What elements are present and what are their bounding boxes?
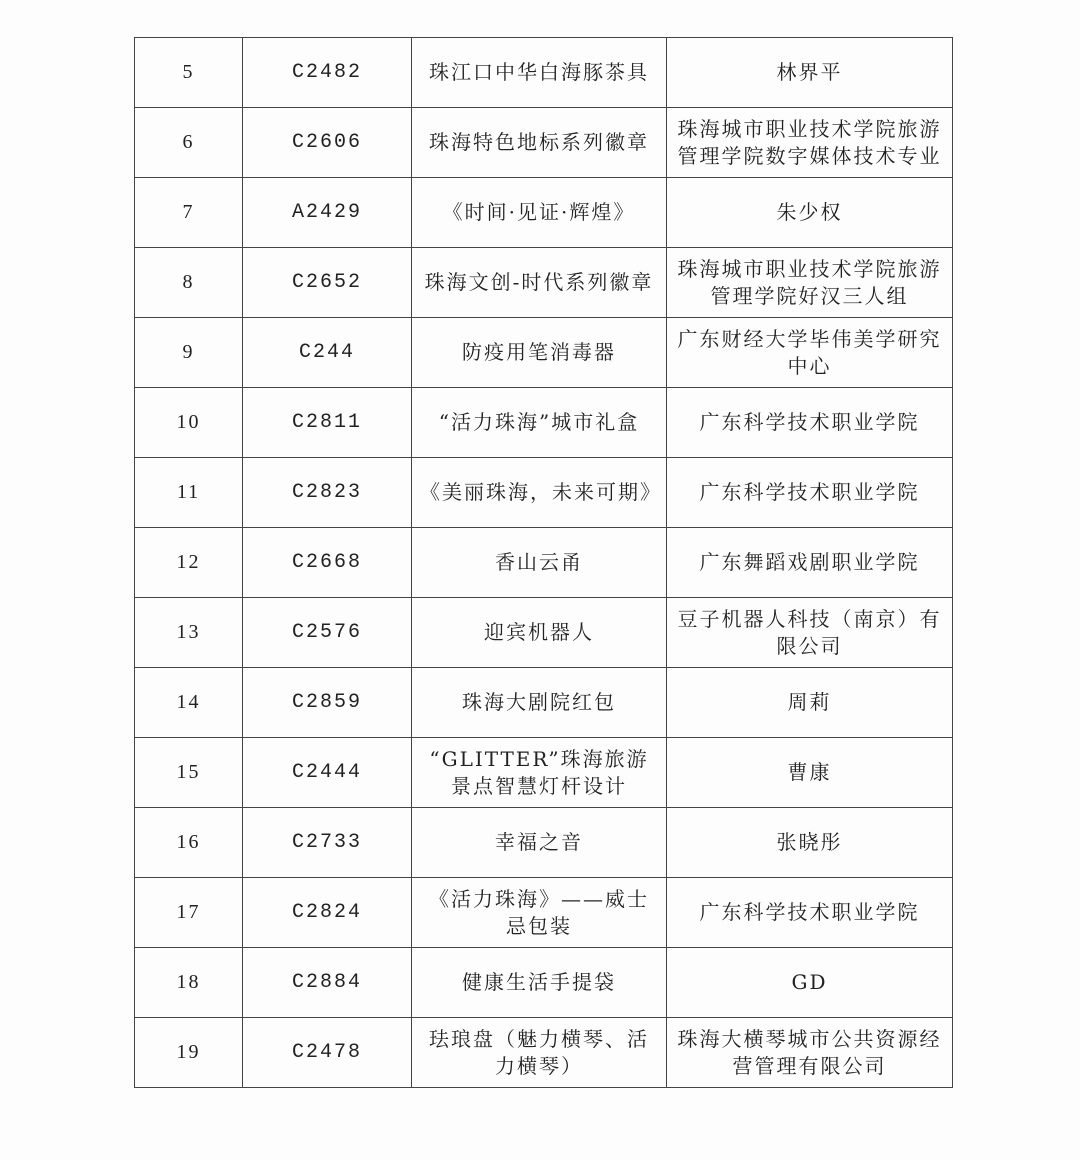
entry-code: C2811 (243, 388, 412, 458)
row-number: 16 (135, 808, 243, 878)
entry-title: 珠海大剧院红包 (412, 668, 667, 738)
entry-title: 珠江口中华白海豚茶具 (412, 38, 667, 108)
entry-author: 张晓彤 (667, 808, 953, 878)
entry-code: C2482 (243, 38, 412, 108)
entry-code: C2824 (243, 878, 412, 948)
entry-code: C2606 (243, 108, 412, 178)
entry-author: 周莉 (667, 668, 953, 738)
award-table (134, 37, 953, 1088)
table-row (135, 668, 953, 738)
entry-author: 广东科学技术职业学院 (667, 388, 953, 458)
entry-author: 广东科学技术职业学院 (667, 458, 953, 528)
entry-author: GD (667, 948, 953, 1018)
entry-title: 香山云甬 (412, 528, 667, 598)
entry-title: 《活力珠海》——威士忌包装 (412, 878, 667, 948)
entry-author: 林界平 (667, 38, 953, 108)
row-number: 7 (135, 178, 243, 248)
table-row (135, 808, 953, 878)
entry-code: A2429 (243, 178, 412, 248)
entry-author: 广东舞蹈戏剧职业学院 (667, 528, 953, 598)
table-row (135, 38, 953, 108)
entry-title: 珠海文创-时代系列徽章 (412, 248, 667, 318)
entry-author: 珠海城市职业技术学院旅游管理学院数字媒体技术专业 (667, 108, 953, 178)
entry-code: C244 (243, 318, 412, 388)
row-number: 9 (135, 318, 243, 388)
row-number: 5 (135, 38, 243, 108)
entry-code: C2478 (243, 1018, 412, 1088)
table-row (135, 878, 953, 948)
table-row (135, 948, 953, 1018)
table-row (135, 178, 953, 248)
table-row (135, 318, 953, 388)
entry-author: 曹康 (667, 738, 953, 808)
entry-title: 幸福之音 (412, 808, 667, 878)
entry-code: C2444 (243, 738, 412, 808)
entry-title: 珐琅盘（魅力横琴、活力横琴） (412, 1018, 667, 1088)
table-row (135, 738, 953, 808)
row-number: 13 (135, 598, 243, 668)
entry-author: 珠海城市职业技术学院旅游管理学院好汉三人组 (667, 248, 953, 318)
entry-code: C2652 (243, 248, 412, 318)
table-row (135, 458, 953, 528)
entry-author: 朱少权 (667, 178, 953, 248)
entry-title: 《美丽珠海，未来可期》 (412, 458, 667, 528)
entry-author: 广东科学技术职业学院 (667, 878, 953, 948)
table-row (135, 388, 953, 458)
row-number: 11 (135, 458, 243, 528)
row-number: 6 (135, 108, 243, 178)
row-number: 18 (135, 948, 243, 1018)
row-number: 10 (135, 388, 243, 458)
entry-title: 防疫用笔消毒器 (412, 318, 667, 388)
entry-code: C2859 (243, 668, 412, 738)
entry-code: C2576 (243, 598, 412, 668)
entry-code: C2668 (243, 528, 412, 598)
table-row (135, 528, 953, 598)
entry-code: C2884 (243, 948, 412, 1018)
row-number: 17 (135, 878, 243, 948)
row-number: 19 (135, 1018, 243, 1088)
award-table-body (135, 38, 953, 1088)
entry-title: “活力珠海”城市礼盒 (412, 388, 667, 458)
entry-title: 健康生活手提袋 (412, 948, 667, 1018)
row-number: 15 (135, 738, 243, 808)
table-row (135, 248, 953, 318)
entry-code: C2823 (243, 458, 412, 528)
row-number: 12 (135, 528, 243, 598)
entry-title: “GLITTER”珠海旅游景点智慧灯杆设计 (412, 738, 667, 808)
row-number: 14 (135, 668, 243, 738)
table-row (135, 1018, 953, 1088)
entry-title: 《时间·见证·辉煌》 (412, 178, 667, 248)
entry-title: 迎宾机器人 (412, 598, 667, 668)
entry-title: 珠海特色地标系列徽章 (412, 108, 667, 178)
entry-author: 豆子机器人科技（南京）有限公司 (667, 598, 953, 668)
row-number: 8 (135, 248, 243, 318)
table-row (135, 598, 953, 668)
entry-author: 珠海大横琴城市公共资源经营管理有限公司 (667, 1018, 953, 1088)
table-row (135, 108, 953, 178)
entry-code: C2733 (243, 808, 412, 878)
entry-author: 广东财经大学毕伟美学研究中心 (667, 318, 953, 388)
